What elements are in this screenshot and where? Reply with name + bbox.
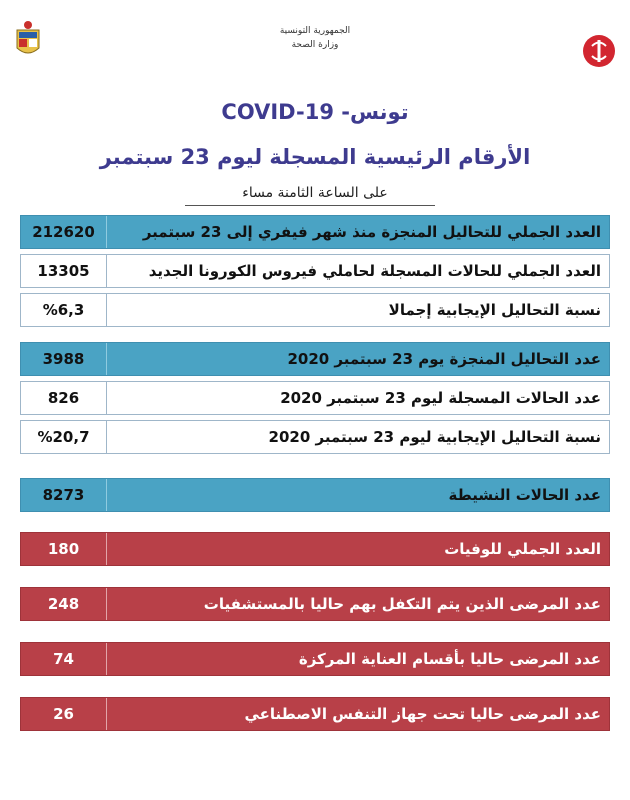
stat-value: 248 bbox=[21, 588, 107, 620]
stat-label: نسبة التحاليل الإيجابية ليوم 23 سبتمبر 2020 bbox=[268, 428, 601, 446]
stat-value: 74 bbox=[21, 643, 107, 675]
stat-label: عدد الحالات النشيطة bbox=[448, 486, 601, 504]
stat-row bbox=[20, 215, 610, 249]
stat-value: 3988 bbox=[21, 343, 107, 375]
stat-value: 8273 bbox=[21, 479, 107, 511]
hospital-stats-group bbox=[20, 532, 610, 736]
stat-value: 826 bbox=[21, 382, 107, 414]
stat-value: 180 bbox=[21, 533, 107, 565]
stat-label: العدد الجملي للوفيات bbox=[444, 540, 601, 558]
divider bbox=[185, 205, 435, 206]
stat-label: عدد التحاليل المنجزة يوم 23 سبتمبر 2020 bbox=[287, 350, 601, 368]
stat-row bbox=[20, 293, 610, 327]
cumulative-stats-group bbox=[20, 215, 610, 332]
document-header bbox=[0, 10, 630, 70]
stat-row bbox=[20, 697, 610, 731]
stat-value: %20,7 bbox=[21, 421, 107, 453]
tunisia-coat-of-arms-icon bbox=[14, 20, 42, 60]
stat-label: العدد الجملي للحالات المسجلة لحاملي فيروس الكورونا الجديد bbox=[148, 262, 601, 280]
stat-value: 26 bbox=[21, 698, 107, 730]
ministry-logo-icon bbox=[582, 34, 616, 68]
stat-label: عدد المرضى حاليا تحت جهاز التنفس الاصطناعي bbox=[244, 705, 601, 723]
page-subtitle: الأرقام الرئيسية المسجلة ليوم 23 سبتمبر bbox=[99, 145, 531, 169]
stat-row bbox=[20, 642, 610, 676]
stat-label: نسبة التحاليل الإيجابية إجمالا bbox=[388, 301, 601, 319]
time-note: على الساعة الثامنة مساء bbox=[242, 185, 388, 201]
active-cases-group bbox=[20, 478, 610, 517]
stat-row bbox=[20, 532, 610, 566]
ministry-name: وزارة الصحة bbox=[291, 40, 339, 50]
stat-value: 13305 bbox=[21, 255, 107, 287]
stat-row bbox=[20, 420, 610, 454]
page-title: COVID-19 -تونس bbox=[221, 100, 409, 124]
stat-label: عدد الحالات المسجلة ليوم 23 سبتمبر 2020 bbox=[280, 389, 601, 407]
stat-row bbox=[20, 478, 610, 512]
ministry-header-text bbox=[270, 24, 360, 52]
stat-value: 212620 bbox=[21, 216, 107, 248]
stat-label: عدد المرضى حاليا بأقسام العناية المركزة bbox=[298, 650, 601, 668]
stat-label: العدد الجملي للتحاليل المنجزة منذ شهر فيفري إلى 23 سبتمبر bbox=[142, 223, 601, 241]
stat-row bbox=[20, 587, 610, 621]
stat-row bbox=[20, 254, 610, 288]
stat-row bbox=[20, 381, 610, 415]
republic-name: الجمهورية التونسية bbox=[279, 26, 351, 36]
stat-row bbox=[20, 342, 610, 376]
stat-value: %6,3 bbox=[21, 294, 107, 326]
stat-label: عدد المرضى الذين يتم التكفل بهم حاليا بالمستشفيات bbox=[203, 595, 601, 613]
daily-stats-group bbox=[20, 342, 610, 459]
